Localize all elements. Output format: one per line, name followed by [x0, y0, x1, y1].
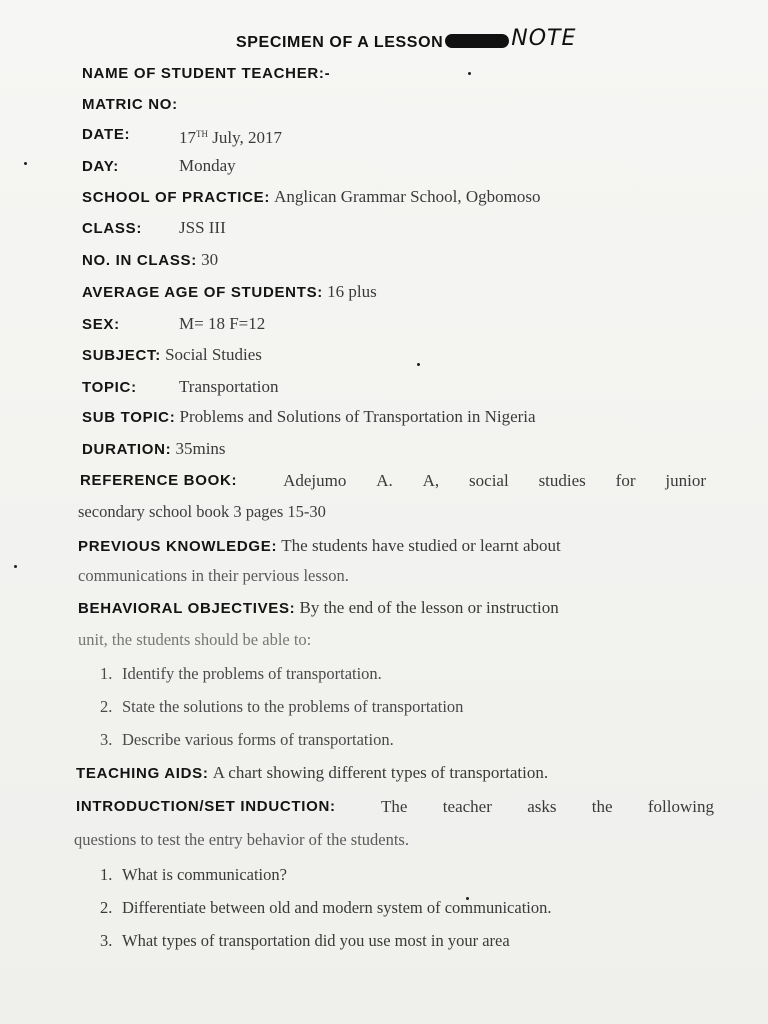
document-title: [236, 26, 576, 52]
field-sub-topic: SUB TOPIC: Problems and Solutions of Transportation in Nigeria: [82, 407, 536, 426]
question-item: 2. Differentiate between old and modern system of communication.: [100, 898, 552, 917]
field-school: SCHOOL OF PRACTICE: Anglican Grammar School, Ogbomoso: [82, 187, 541, 206]
field-duration: DURATION: 35mins: [82, 439, 226, 458]
teaching-aids: TEACHING AIDS: A chart showing different types of transportation.: [76, 763, 549, 782]
date-value: 17TH July, 2017: [179, 128, 282, 147]
field-class: CLASS: JSS III: [82, 218, 226, 237]
field-day: DAY: Monday: [82, 156, 236, 175]
scribble-mark: [445, 34, 509, 48]
title-text: SPECIMEN OF A LESSON: [236, 34, 444, 51]
objective-item: 2. State the solutions to the problems of transportation: [100, 697, 464, 716]
objectives-continuation: unit, the students should be able to:: [78, 630, 312, 649]
question-item: 1. What is communication?: [100, 865, 287, 884]
field-average-age: AVERAGE AGE OF STUDENTS: 16 plus: [82, 282, 377, 301]
behavioral-objectives: BEHAVIORAL OBJECTIVES: By the end of the lesson or instruction: [78, 598, 559, 617]
field-no-in-class: NO. IN CLASS: 30: [82, 250, 219, 269]
introduction-continuation: questions to test the entry behavior of the students.: [74, 830, 409, 849]
speck: [14, 565, 17, 568]
field-subject: SUBJECT: Social Studies: [82, 345, 262, 364]
reference-continuation: secondary school book 3 pages 15-30: [78, 502, 326, 521]
field-topic: TOPIC: Transportation: [82, 377, 279, 396]
objective-item: 3. Describe various forms of transportation.: [100, 730, 394, 749]
reference-book-line: REFERENCE BOOK: Adejumo A. A, social studies for junior: [80, 471, 706, 490]
speck: [24, 162, 27, 165]
field-date: DATE: 17TH July, 2017: [82, 123, 712, 146]
field-student-teacher: NAME OF STUDENT TEACHER:-: [82, 65, 331, 82]
field-matric: MATRIC NO:: [82, 96, 178, 113]
previous-knowledge: PREVIOUS KNOWLEDGE: The students have studied or learnt about: [78, 536, 561, 555]
introduction-line: INTRODUCTION/SET INDUCTION: The teacher asks the following: [76, 797, 714, 816]
objective-item: 1. Identify the problems of transportation.: [100, 664, 382, 683]
title-handwritten: NOTE: [511, 26, 577, 51]
question-item: 3. What types of transportation did you use most in your area: [100, 931, 510, 950]
field-sex: SEX: M= 18 F=12: [82, 314, 266, 333]
previous-knowledge-continuation: communications in their pervious lesson.: [78, 566, 349, 585]
